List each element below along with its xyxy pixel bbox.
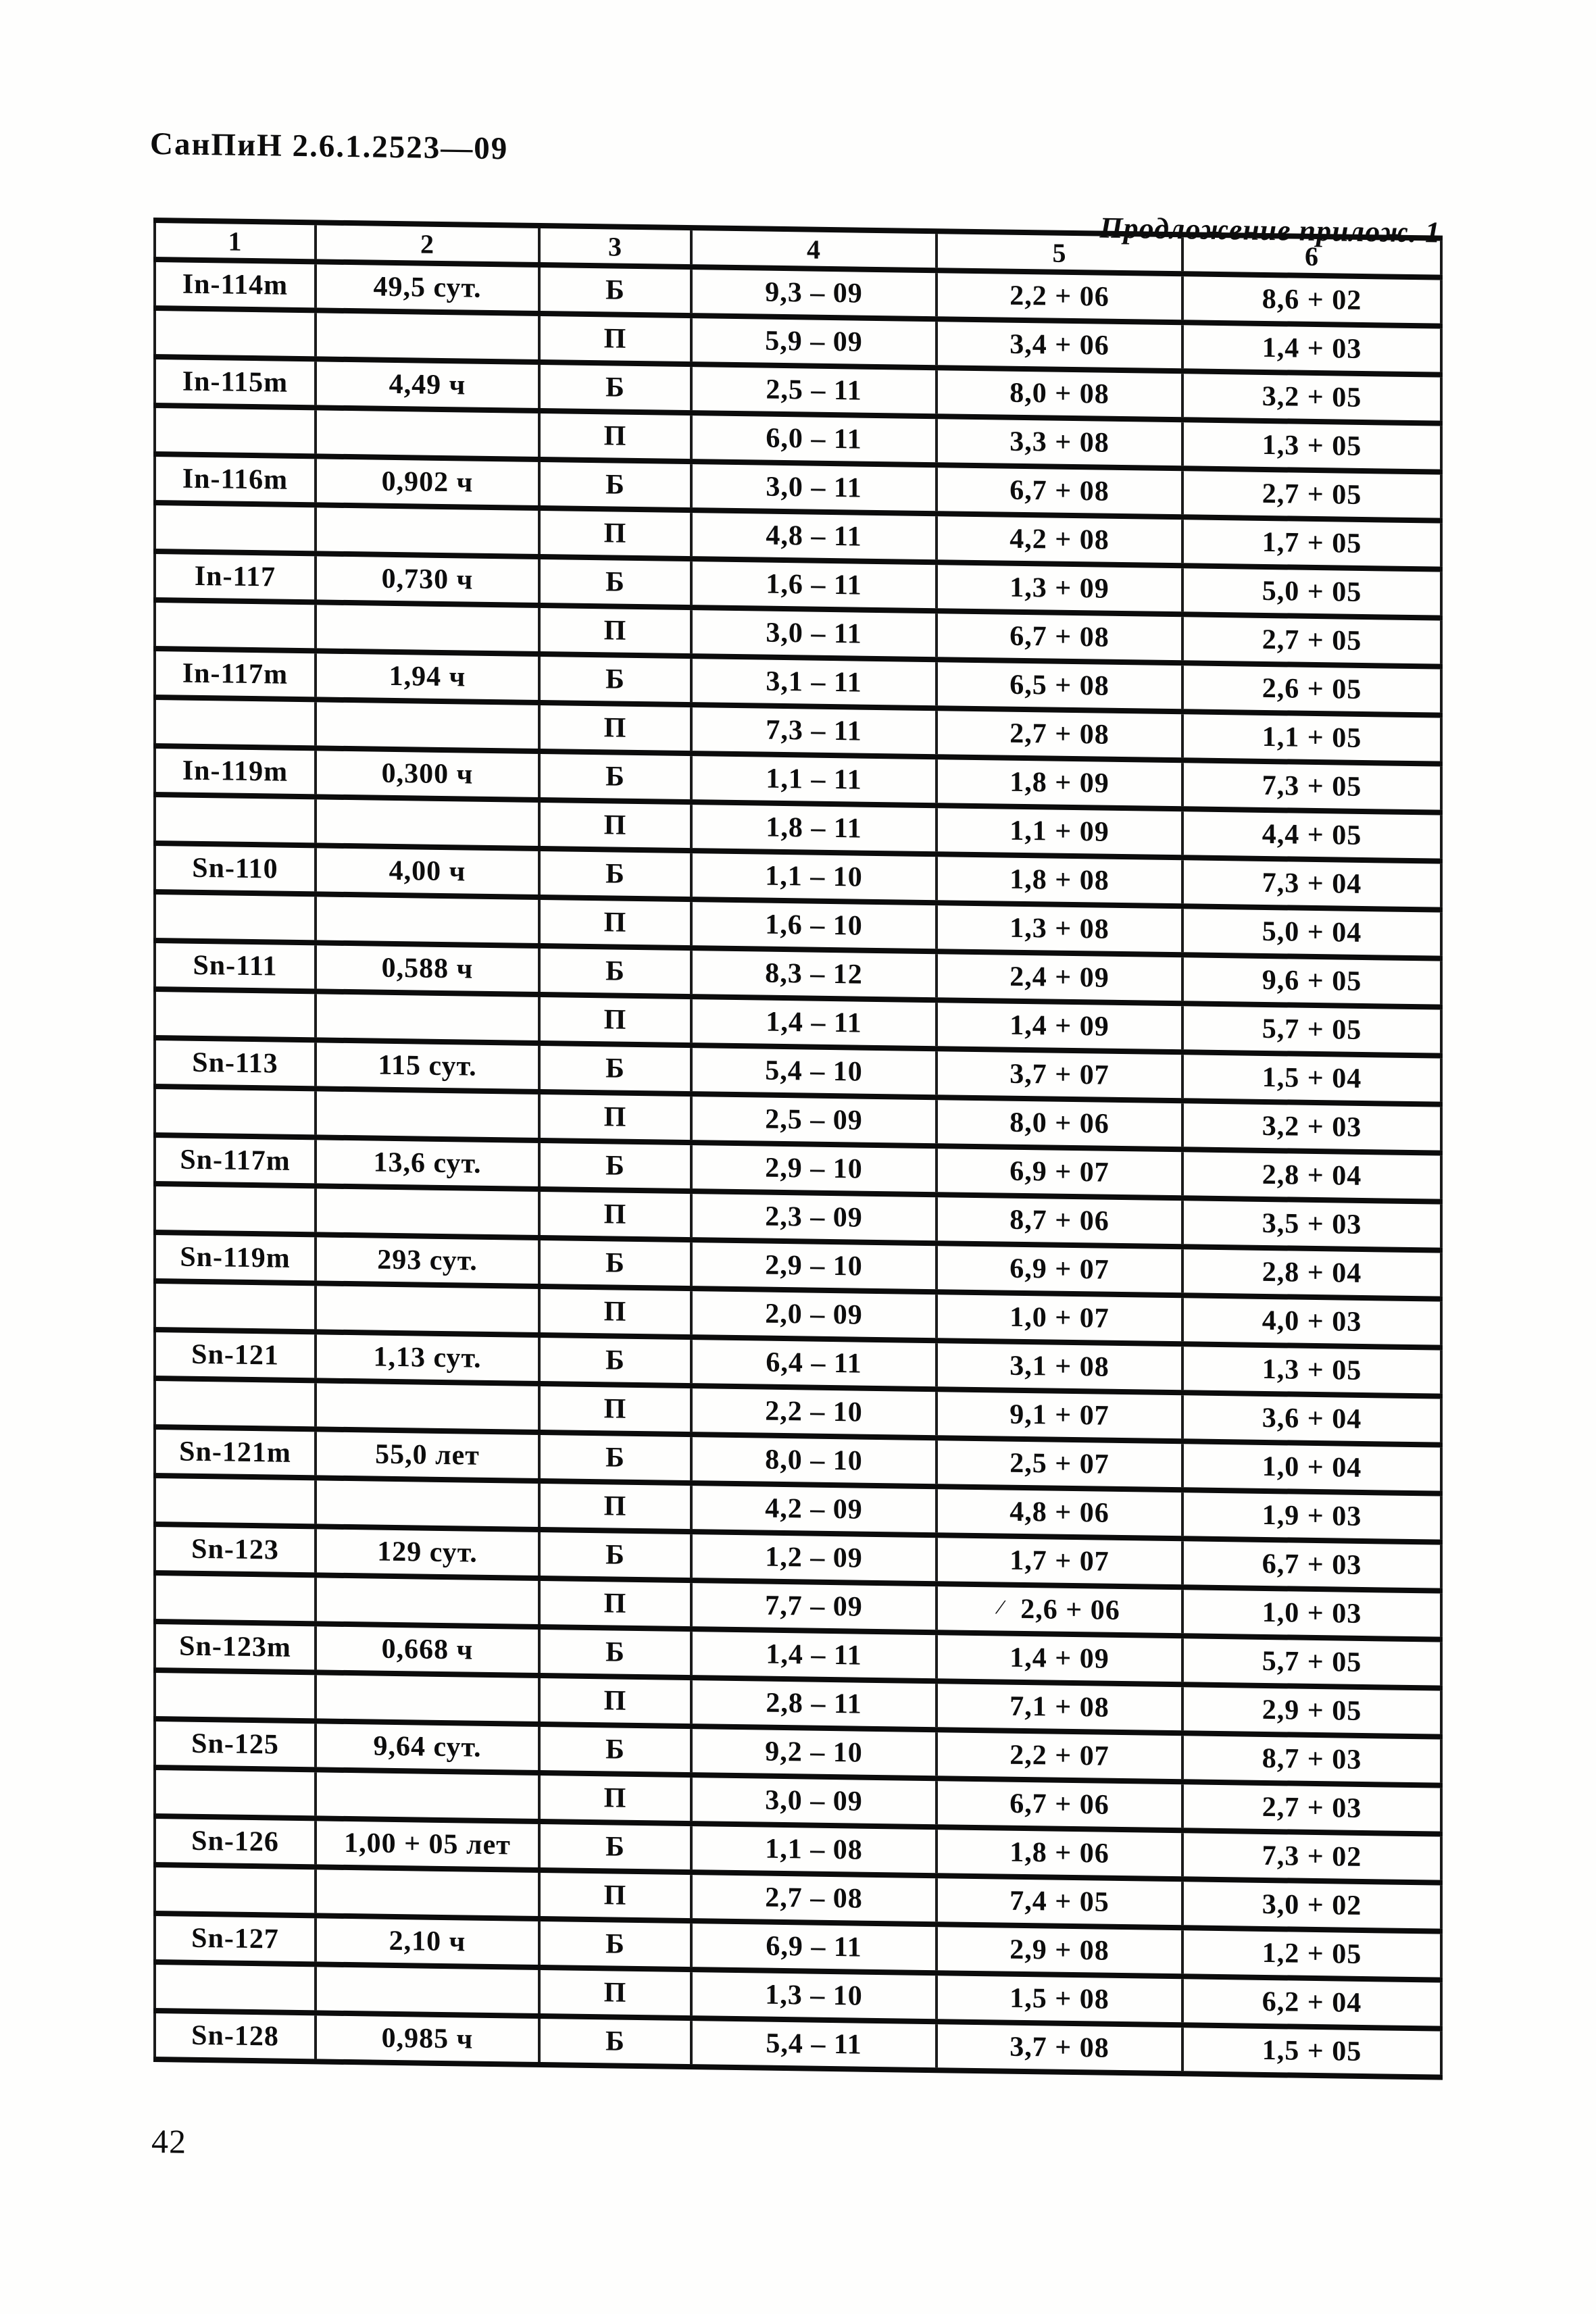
cell-dose-coefficient: 9,2 – 10: [691, 1726, 937, 1778]
cell-intake-limit: [937, 757, 1182, 809]
cell-intake-limit: [937, 270, 1182, 322]
cell-nuclide: In-116m: [155, 454, 316, 505]
cell-intake-limit-value: 1,8 + 08: [1009, 863, 1109, 897]
cell-half-life: 115 сут.: [316, 1040, 539, 1092]
cell-intake-limit-value: 1,5 + 08: [1009, 1982, 1109, 2015]
cell-intake-limit-value: 2,7 + 08: [1009, 718, 1109, 751]
cell-nuclide: [155, 1184, 316, 1234]
cell-intake-limit: [937, 903, 1182, 955]
cell-half-life: 13,6 сут.: [316, 1137, 539, 1189]
cell-form: П: [539, 1967, 691, 2018]
cell-intake-limit: [937, 1584, 1182, 1636]
cell-intake-limit: [937, 1778, 1182, 1830]
cell-dose-coefficient: 2,0 – 09: [691, 1288, 937, 1340]
document-code: СанПиН 2.6.1.2523—09: [150, 126, 509, 167]
cell-form: Б: [539, 557, 691, 607]
cell-form: П: [539, 313, 691, 364]
cell-dose-coefficient: 5,4 – 11: [691, 2018, 937, 2070]
cell-dose-coefficient: 1,1 – 10: [691, 851, 937, 903]
cell-intake-limit-value: 6,7 + 06: [1009, 1788, 1109, 1821]
cell-activity-limit: 1,3 + 05: [1182, 1344, 1441, 1396]
cell-intake-limit-value: 2,9 + 08: [1009, 1934, 1109, 1967]
cell-intake-limit-value: 1,3 + 08: [1009, 912, 1109, 945]
cell-activity-limit: 2,7 + 05: [1182, 614, 1441, 666]
cell-intake-limit: [937, 1632, 1182, 1684]
column-header-1: 1: [155, 220, 316, 261]
cell-intake-limit-value: 1,8 + 09: [1009, 766, 1109, 799]
cell-nuclide: Sn-123: [155, 1524, 316, 1575]
cell-activity-limit: 1,1 + 05: [1182, 711, 1441, 763]
radionuclide-table: [153, 218, 1443, 2080]
cell-form: Б: [539, 265, 691, 316]
cell-intake-limit-value: 3,4 + 06: [1009, 328, 1109, 361]
cell-half-life: [316, 505, 539, 557]
cell-intake-limit-value: 2,4 + 09: [1009, 961, 1109, 994]
cell-half-life: [316, 894, 539, 946]
cell-half-life: 1,00 + 05 лет: [316, 1818, 539, 1870]
cell-form: Б: [539, 1335, 691, 1386]
cell-nuclide: [155, 1767, 316, 1818]
cell-dose-coefficient: 1,1 – 11: [691, 753, 937, 805]
cell-half-life: [316, 1088, 539, 1140]
cell-form: П: [539, 703, 691, 753]
table-body: [155, 259, 1441, 2078]
cell-intake-limit-value: 9,1 + 07: [1009, 1399, 1109, 1432]
cell-intake-limit: [937, 1389, 1182, 1441]
cell-intake-limit-value: 6,9 + 07: [1009, 1253, 1109, 1286]
cell-intake-limit: [937, 1438, 1182, 1490]
cell-form: П: [539, 1384, 691, 1434]
cell-activity-limit: 2,6 + 05: [1182, 663, 1441, 715]
cell-form: П: [539, 995, 691, 1045]
cell-form: Б: [539, 1530, 691, 1580]
cell-dose-coefficient: 1,6 – 10: [691, 899, 937, 951]
cell-nuclide: [155, 989, 316, 1040]
cell-half-life: 0,588 ч: [316, 942, 539, 995]
cell-activity-limit: 3,0 + 02: [1182, 1879, 1441, 1931]
cell-form: П: [539, 411, 691, 461]
cell-dose-coefficient: 2,9 – 10: [691, 1142, 937, 1194]
cell-half-life: 0,902 ч: [316, 456, 539, 508]
cell-form: П: [539, 1092, 691, 1142]
cell-half-life: 55,0 лет: [316, 1429, 539, 1481]
cell-intake-limit: [937, 1146, 1182, 1198]
cell-nuclide: Sn-121m: [155, 1427, 316, 1478]
cell-dose-coefficient: 2,7 – 08: [691, 1872, 937, 1924]
cell-nuclide: [155, 1865, 316, 1915]
page-number: 42: [151, 2121, 186, 2161]
cell-activity-limit: 1,5 + 04: [1182, 1052, 1441, 1104]
cell-activity-limit: 2,7 + 03: [1182, 1782, 1441, 1834]
cell-intake-limit-value: 2,2 + 06: [1009, 280, 1109, 313]
cell-form: П: [539, 605, 691, 656]
cell-intake-limit-value: 4,8 + 06: [1009, 1496, 1109, 1529]
cell-dose-coefficient: 5,4 – 10: [691, 1045, 937, 1097]
cell-half-life: 1,13 сут.: [316, 1332, 539, 1384]
cell-half-life: [316, 1283, 539, 1335]
cell-form: П: [539, 897, 691, 948]
cell-activity-limit: 7,3 + 02: [1182, 1830, 1441, 1882]
cell-intake-limit-value: 6,7 + 08: [1009, 620, 1109, 653]
cell-form: П: [539, 800, 691, 851]
cell-intake-limit: [937, 659, 1182, 711]
cell-nuclide: [155, 1573, 316, 1624]
cell-half-life: 0,300 ч: [316, 748, 539, 800]
cell-nuclide: Sn-111: [155, 940, 316, 991]
cell-form: Б: [539, 1627, 691, 1678]
cell-activity-limit: 5,7 + 05: [1182, 1003, 1441, 1055]
cell-nuclide: In-117: [155, 551, 316, 602]
cell-intake-limit-value: 7,4 + 05: [1009, 1885, 1109, 1918]
cell-nuclide: Sn-125: [155, 1719, 316, 1769]
cell-intake-limit-value: 3,1 + 08: [1009, 1350, 1109, 1383]
cell-dose-coefficient: 7,3 – 11: [691, 705, 937, 757]
cell-intake-limit: [937, 513, 1182, 565]
cell-intake-limit-value: 1,1 + 09: [1009, 815, 1109, 848]
cell-half-life: 4,49 ч: [316, 359, 539, 411]
cell-dose-coefficient: 1,2 – 09: [691, 1532, 937, 1584]
cell-nuclide: Sn-128: [155, 2011, 316, 2061]
cell-nuclide: [155, 1281, 316, 1332]
cell-half-life: [316, 991, 539, 1043]
column-header-4: 4: [691, 228, 937, 270]
cell-intake-limit: [937, 368, 1182, 420]
cell-intake-limit-value: 1,3 + 09: [1009, 572, 1109, 605]
column-header-2: 2: [316, 222, 539, 265]
cell-nuclide: Sn-121: [155, 1330, 316, 1380]
cell-dose-coefficient: 1,6 – 11: [691, 559, 937, 611]
cell-half-life: [316, 1186, 539, 1238]
cell-half-life: 0,985 ч: [316, 2013, 539, 2065]
cell-activity-limit: 2,8 + 04: [1182, 1247, 1441, 1299]
cell-intake-limit-value: 3,7 + 07: [1009, 1058, 1109, 1091]
cell-intake-limit: [937, 1486, 1182, 1538]
cell-nuclide: Sn-123m: [155, 1621, 316, 1672]
cell-nuclide: Sn-126: [155, 1816, 316, 1867]
cell-activity-limit: 3,6 + 04: [1182, 1392, 1441, 1444]
cell-half-life: [316, 1964, 539, 2016]
cell-intake-limit-value: 1,8 + 06: [1009, 1836, 1109, 1869]
cell-half-life: 0,730 ч: [316, 553, 539, 605]
cell-activity-limit: 5,0 + 04: [1182, 906, 1441, 958]
cell-intake-limit: [937, 2021, 1182, 2073]
cell-intake-limit: [937, 1340, 1182, 1392]
cell-intake-limit: [937, 951, 1182, 1003]
cell-intake-limit: [937, 319, 1182, 371]
cell-activity-limit: 5,0 + 05: [1182, 565, 1441, 618]
cell-dose-coefficient: 1,3 – 10: [691, 1969, 937, 2021]
cell-activity-limit: 1,0 + 04: [1182, 1441, 1441, 1493]
cell-dose-coefficient: 2,9 – 10: [691, 1240, 937, 1292]
cell-intake-limit-value: 2,2 + 07: [1009, 1739, 1109, 1772]
cell-nuclide: Sn-110: [155, 843, 316, 894]
cell-activity-limit: 7,3 + 04: [1182, 857, 1441, 909]
cell-intake-limit-value: 1,0 + 07: [1009, 1301, 1109, 1334]
cell-half-life: [316, 1672, 539, 1724]
cell-form: Б: [539, 946, 691, 997]
cell-nuclide: In-115m: [155, 357, 316, 407]
cell-half-life: [316, 407, 539, 459]
cell-dose-coefficient: 6,0 – 11: [691, 413, 937, 465]
cell-form: Б: [539, 1238, 691, 1288]
cell-activity-limit: 2,9 + 05: [1182, 1684, 1441, 1736]
cell-nuclide: [155, 1670, 316, 1721]
cell-intake-limit-value: 6,5 + 08: [1009, 669, 1109, 702]
cell-intake-limit: [937, 416, 1182, 468]
cell-intake-limit: [937, 1292, 1182, 1344]
cell-intake-limit-value: 8,7 + 06: [1009, 1204, 1109, 1237]
cell-activity-limit: 1,0 + 03: [1182, 1587, 1441, 1639]
cell-intake-limit: [937, 1000, 1182, 1052]
cell-intake-limit: [937, 465, 1182, 517]
cell-nuclide: Sn-119m: [155, 1232, 316, 1283]
cell-intake-limit: [937, 805, 1182, 857]
cell-dose-coefficient: 3,1 – 11: [691, 656, 937, 708]
cell-activity-limit: 4,4 + 05: [1182, 809, 1441, 861]
cell-intake-limit: [937, 1535, 1182, 1587]
cell-nuclide: [155, 1086, 316, 1137]
cell-nuclide: Sn-127: [155, 1913, 316, 1964]
cell-intake-limit: [937, 1973, 1182, 2025]
stray-scan-mark: ∕: [999, 1596, 1003, 1619]
cell-dose-coefficient: 3,0 – 09: [691, 1775, 937, 1827]
cell-half-life: [316, 1380, 539, 1432]
cell-activity-limit: 1,4 + 03: [1182, 322, 1441, 374]
cell-form: П: [539, 1773, 691, 1823]
cell-dose-coefficient: 7,7 – 09: [691, 1580, 937, 1632]
cell-form: П: [539, 1286, 691, 1337]
cell-form: Б: [539, 2016, 691, 2067]
cell-activity-limit: 3,5 + 03: [1182, 1198, 1441, 1250]
cell-intake-limit: [937, 1097, 1182, 1149]
cell-intake-limit: [937, 562, 1182, 614]
cell-intake-limit: [937, 854, 1182, 906]
cell-intake-limit-value: 6,7 + 08: [1009, 474, 1109, 507]
cell-intake-limit: [937, 1681, 1182, 1733]
cell-nuclide: In-117m: [155, 649, 316, 699]
cell-activity-limit: 1,5 + 05: [1182, 2025, 1441, 2077]
cell-nuclide: Sn-117m: [155, 1135, 316, 1186]
cell-form: П: [539, 1578, 691, 1629]
cell-activity-limit: 7,3 + 05: [1182, 760, 1441, 812]
cell-form: Б: [539, 362, 691, 413]
cell-dose-coefficient: 1,1 – 08: [691, 1823, 937, 1876]
column-header-6: 6: [1182, 234, 1441, 277]
cell-nuclide: [155, 697, 316, 748]
cell-nuclide: [155, 503, 316, 553]
cell-intake-limit-value: 3,3 + 08: [1009, 426, 1109, 459]
cell-form: Б: [539, 654, 691, 705]
cell-intake-limit-value: 1,4 + 09: [1009, 1642, 1109, 1675]
cell-dose-coefficient: 6,9 – 11: [691, 1921, 937, 1973]
cell-dose-coefficient: 4,2 – 09: [691, 1483, 937, 1535]
cell-dose-coefficient: 9,3 – 09: [691, 267, 937, 319]
cell-form: Б: [539, 459, 691, 510]
appendix-continuation-note: Продложение прилож. 1: [1099, 211, 1441, 249]
cell-intake-limit-value: 2,6 + 06: [1020, 1593, 1120, 1626]
cell-form: Б: [539, 1919, 691, 1969]
cell-nuclide: In-119m: [155, 746, 316, 797]
cell-intake-limit: [937, 1827, 1182, 1879]
cell-half-life: 49,5 сут.: [316, 261, 539, 313]
cell-dose-coefficient: 2,5 – 09: [691, 1094, 937, 1146]
cell-form: Б: [539, 1432, 691, 1483]
cell-intake-limit: [937, 1876, 1182, 1928]
cell-dose-coefficient: 3,0 – 11: [691, 607, 937, 659]
cell-half-life: [316, 1769, 539, 1821]
cell-intake-limit-value: 7,1 + 08: [1009, 1690, 1109, 1724]
cell-activity-limit: 6,7 + 03: [1182, 1538, 1441, 1590]
cell-form: П: [539, 1870, 691, 1921]
cell-intake-limit-value: 6,9 + 07: [1009, 1155, 1109, 1188]
cell-form: Б: [539, 1043, 691, 1094]
cell-activity-limit: 8,6 + 02: [1182, 274, 1441, 326]
cell-nuclide: [155, 600, 316, 651]
cell-half-life: [316, 797, 539, 849]
cell-nuclide: [155, 308, 316, 359]
cell-dose-coefficient: 2,5 – 11: [691, 364, 937, 416]
cell-nuclide: In-114m: [155, 259, 316, 310]
cell-intake-limit: [937, 708, 1182, 760]
cell-half-life: 9,64 сут.: [316, 1721, 539, 1773]
cell-half-life: [316, 1575, 539, 1627]
cell-activity-limit: 1,7 + 05: [1182, 517, 1441, 569]
cell-dose-coefficient: 2,3 – 09: [691, 1191, 937, 1243]
cell-form: Б: [539, 1724, 691, 1775]
cell-half-life: 0,668 ч: [316, 1624, 539, 1676]
cell-form: П: [539, 1481, 691, 1532]
cell-intake-limit: [937, 1049, 1182, 1101]
cell-dose-coefficient: 4,8 – 11: [691, 510, 937, 562]
cell-half-life: [316, 602, 539, 654]
cell-intake-limit-value: 1,7 + 07: [1009, 1544, 1109, 1578]
cell-activity-limit: 1,9 + 03: [1182, 1490, 1441, 1542]
cell-intake-limit: [937, 1730, 1182, 1782]
cell-intake-limit: [937, 1243, 1182, 1295]
cell-form: Б: [539, 1140, 691, 1191]
cell-activity-limit: 2,7 + 05: [1182, 468, 1441, 520]
cell-activity-limit: 6,2 + 04: [1182, 1976, 1441, 2028]
cell-dose-coefficient: 8,0 – 10: [691, 1434, 937, 1486]
cell-nuclide: [155, 892, 316, 942]
cell-activity-limit: 1,3 + 05: [1182, 420, 1441, 472]
cell-half-life: 1,94 ч: [316, 651, 539, 703]
cell-half-life: 4,00 ч: [316, 845, 539, 897]
cell-dose-coefficient: 2,8 – 11: [691, 1678, 937, 1730]
cell-form: Б: [539, 751, 691, 802]
cell-half-life: [316, 310, 539, 362]
cell-half-life: [316, 1478, 539, 1530]
cell-form: Б: [539, 849, 691, 899]
cell-dose-coefficient: 3,0 – 11: [691, 461, 937, 513]
cell-activity-limit: 1,2 + 05: [1182, 1928, 1441, 1980]
cell-form: П: [539, 508, 691, 559]
cell-dose-coefficient: 6,4 – 11: [691, 1337, 937, 1389]
cell-intake-limit: [937, 611, 1182, 663]
cell-intake-limit-value: 2,5 + 07: [1009, 1447, 1109, 1480]
cell-nuclide: [155, 405, 316, 456]
cell-dose-coefficient: 1,4 – 11: [691, 997, 937, 1049]
cell-form: П: [539, 1676, 691, 1726]
cell-intake-limit-value: 8,0 + 08: [1009, 377, 1109, 410]
cell-half-life: 129 сут.: [316, 1526, 539, 1578]
cell-dose-coefficient: 5,9 – 09: [691, 316, 937, 368]
cell-half-life: [316, 1867, 539, 1919]
cell-activity-limit: 8,7 + 03: [1182, 1733, 1441, 1785]
cell-half-life: 2,10 ч: [316, 1915, 539, 1967]
cell-nuclide: [155, 1962, 316, 2013]
cell-activity-limit: 3,2 + 03: [1182, 1101, 1441, 1153]
cell-dose-coefficient: 2,2 – 10: [691, 1386, 937, 1438]
cell-activity-limit: 2,8 + 04: [1182, 1149, 1441, 1201]
cell-intake-limit: [937, 1924, 1182, 1976]
cell-intake-limit-value: 3,7 + 08: [1009, 2031, 1109, 2064]
cell-intake-limit-value: 4,2 + 08: [1009, 523, 1109, 556]
cell-intake-limit: [937, 1194, 1182, 1247]
cell-nuclide: [155, 1378, 316, 1429]
cell-nuclide: [155, 795, 316, 845]
cell-dose-coefficient: 8,3 – 12: [691, 948, 937, 1000]
column-header-3: 3: [539, 226, 691, 267]
cell-intake-limit-value: 8,0 + 06: [1009, 1107, 1109, 1140]
cell-form: Б: [539, 1821, 691, 1872]
cell-half-life: [316, 699, 539, 751]
cell-intake-limit-value: 1,4 + 09: [1009, 1009, 1109, 1042]
cell-half-life: 293 сут.: [316, 1234, 539, 1286]
cell-nuclide: [155, 1476, 316, 1526]
cell-activity-limit: 4,0 + 03: [1182, 1295, 1441, 1347]
cell-activity-limit: 5,7 + 05: [1182, 1636, 1441, 1688]
cell-form: П: [539, 1189, 691, 1240]
cell-activity-limit: 9,6 + 05: [1182, 955, 1441, 1007]
cell-nuclide: Sn-113: [155, 1038, 316, 1088]
column-header-5: 5: [937, 231, 1182, 274]
cell-dose-coefficient: 1,8 – 11: [691, 802, 937, 854]
cell-dose-coefficient: 1,4 – 11: [691, 1629, 937, 1681]
cell-activity-limit: 3,2 + 05: [1182, 371, 1441, 423]
